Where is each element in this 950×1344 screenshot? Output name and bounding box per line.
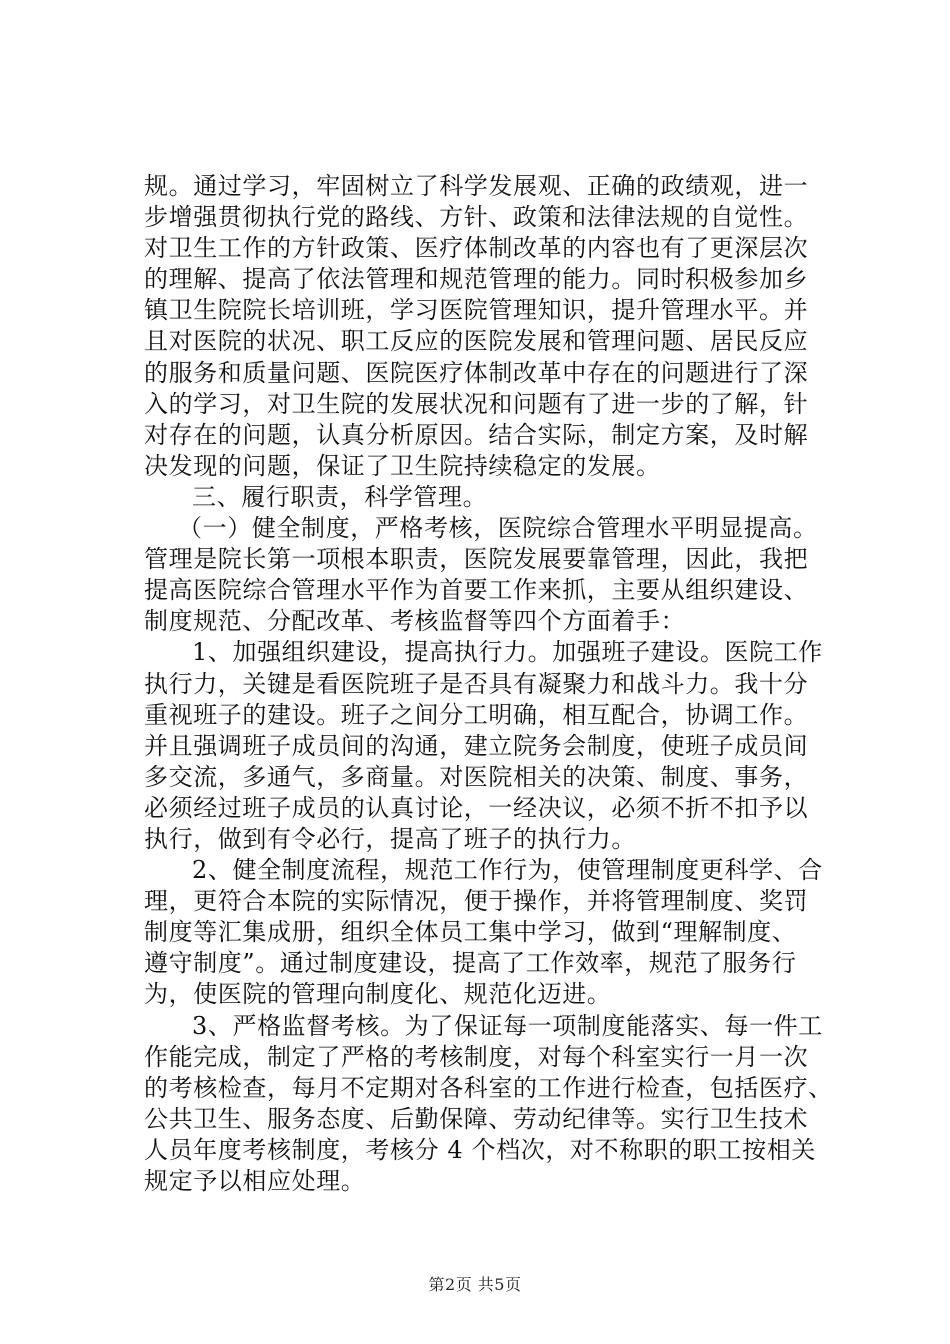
text-line: 的理解、提高了依法管理和规范管理的能力。同时积极参加乡 xyxy=(144,265,809,294)
text-line: 决发现的问题，保证了卫生院持续稳定的发展。 xyxy=(144,451,661,480)
text-line: 的服务和质量问题、医院医疗体制改革中存在的问题进行了深 xyxy=(144,358,809,387)
paragraph-study-summary xyxy=(144,171,824,482)
text-line: 遵守制度”。通过制度建设，提高了工作效率，规范了服务行 xyxy=(144,949,797,978)
heading-line: 三、履行职责，科学管理。 xyxy=(192,482,488,511)
text-line: 对卫生工作的方针政策、医疗体制改革的内容也有了更深层次 xyxy=(144,234,809,263)
text-line: 步增强贯彻执行党的路线、方针、政策和法律法规的自觉性。 xyxy=(144,203,809,232)
text-line: 制度规范、分配改革、考核监督等四个方面着手： xyxy=(144,607,686,636)
text-line: 且对医院的状况、职工反应的医院发展和管理问题、居民反应 xyxy=(144,327,809,356)
text-line: 入的学习，对卫生院的发展状况和问题有了进一步的了解，针 xyxy=(144,389,809,418)
paragraph-supervision xyxy=(144,1011,833,1198)
text-line: 为，使医院的管理向制度化、规范化迈进。 xyxy=(144,980,612,1009)
text-line: 提高医院综合管理水平作为首要工作来抓，主要从组织建设、 xyxy=(144,576,809,605)
text-line: 公共卫生、服务态度、后勤保障、劳动纪律等。实行卫生技术 xyxy=(144,1104,809,1133)
subheading-line: （一）健全制度，严格考核，医院综合管理水平明显提高。 xyxy=(178,514,818,543)
paragraph-management-overview xyxy=(144,513,824,637)
text-line: 制度等汇集成册，组织全体员工集中学习，做到“理解制度、 xyxy=(144,918,797,947)
text-line: 镇卫生院院长培训班，学习医院管理知识，提升管理水平。并 xyxy=(144,296,809,325)
paragraph-regulations xyxy=(144,855,824,1010)
text-line: 必须经过班子成员的认真讨论，一经决议，必须不折不扣予以 xyxy=(144,793,809,822)
text-line: 规定予以相应处理。 xyxy=(144,1167,366,1195)
text-line: 作能完成，制定了严格的考核制度，对每个科室实行一月一次 xyxy=(144,1042,809,1071)
text-line: 执行力，关键是看医院班子是否具有凝聚力和战斗力。我十分 xyxy=(144,669,809,698)
text-line: 规。通过学习，牢固树立了科学发展观、正确的政绩观，进一 xyxy=(144,172,809,200)
paragraph-organization xyxy=(144,637,824,855)
text-line: 2、健全制度流程，规范工作行为，使管理制度更科学、合 xyxy=(192,856,823,885)
text-line: 管理是院长第一项根本职责，医院发展要靠管理，因此，我把 xyxy=(144,545,809,574)
text-line: 的考核检查，每月不定期对各科室的工作进行检查，包括医疗、 xyxy=(144,1073,833,1102)
text-line: 并且强调班子成员间的沟通，建立院务会制度，使班子成员间 xyxy=(144,731,809,760)
text-line: 1、加强组织建设，提高执行力。加强班子建设。医院工作 xyxy=(192,638,823,667)
text-line: 理，更符合本院的实际情况，便于操作，并将管理制度、奖罚 xyxy=(144,887,809,916)
text-line: 重视班子的建设。班子之间分工明确，相互配合，协调工作。 xyxy=(144,700,809,729)
document-body xyxy=(144,171,833,1197)
text-line: 执行，做到有令必行，提高了班子的执行力。 xyxy=(144,824,636,853)
text-line: 人员年度考核制度，考核分 4 个档次，对不称职的职工按相关 xyxy=(144,1135,816,1164)
text-line: 对存在的问题，认真分析原因。结合实际，制定方案，及时解 xyxy=(144,420,809,449)
page-number-footer: 第2页 共5页 xyxy=(428,1275,522,1294)
text-line: 多交流，多通气，多商量。对医院相关的决策、制度、事务， xyxy=(144,762,809,791)
section-heading xyxy=(144,482,824,513)
text-line: 3、严格监督考核。为了保证每一项制度能落实、每一件工 xyxy=(192,1011,823,1040)
